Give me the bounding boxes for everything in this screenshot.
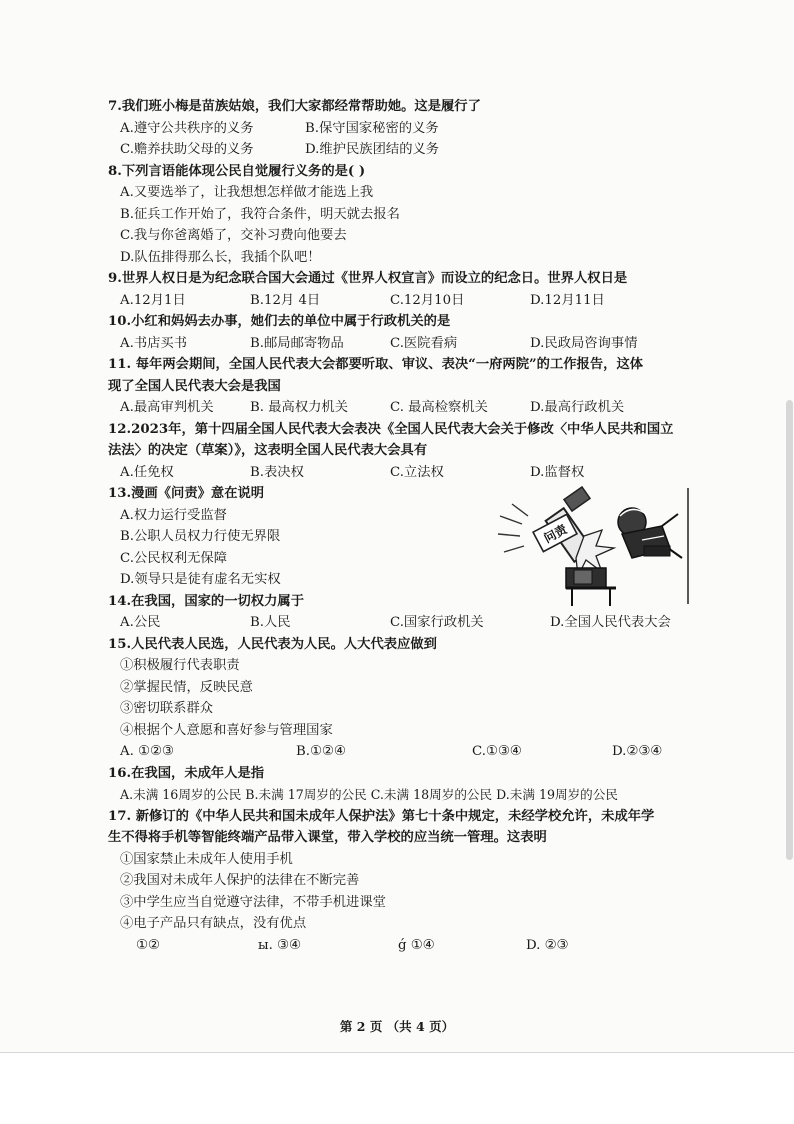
q9-options: [108, 290, 708, 312]
cartoon-sign-text: 问责: [541, 522, 570, 546]
cartoon-illustration: [492, 486, 692, 608]
q8-stem: 8.下列言语能体现公民自觉履行义务的是( ): [108, 163, 366, 179]
scrollbar-thumb[interactable]: [786, 400, 793, 860]
page-divider: [0, 1052, 794, 1053]
page-footer: 第 2 页 （共 4 页）: [339, 1019, 455, 1034]
q12-stem-line2: 法法〉的决定（草案）》，这表明全国人民代表大会具有: [108, 443, 428, 458]
q15-options: [108, 741, 708, 763]
q12-option-a: A.任免权: [120, 464, 174, 480]
q17-stem-line1: 17. 新修订的《中华人民共和国未成年人保护法》第七十条中规定，未经学校允许，未成年学: [108, 808, 655, 824]
q12-option-d: D.监督权: [530, 464, 585, 480]
q12-stem-line1: 12.2023年，第十四届全国人民代表大会表决《全国人民代表大会关于修改〈中华人民共和国立: [108, 421, 674, 437]
q13-cartoon: [492, 486, 692, 608]
q15-option-d: D.②③④: [612, 744, 663, 759]
q10-option-a: A.书店买书: [120, 335, 188, 351]
q14-options: [108, 612, 708, 634]
q8-option-a: A.又要选举了，让我想想怎样做才能选上我: [120, 185, 374, 200]
q14-stem: 14.在我国，国家的一切权力属于: [108, 593, 304, 609]
q16-options: A.未满 16周岁的公民 B.未满 17周岁的公民 C.未满 18周岁的公民 D.未满 19周岁的公民: [120, 787, 618, 802]
q11-option-a: A.最高审判机关: [120, 400, 214, 415]
q17-item-1: ①国家禁止未成年人使用手机: [120, 851, 293, 867]
q7-options-row1: [108, 118, 708, 140]
q11-option-c: C. 最高检察机关: [390, 400, 488, 415]
q14-option-c: C.国家行政机关: [390, 615, 484, 630]
q7-option-c: C.赡养扶助父母的义务: [120, 142, 254, 157]
q11-stem-line1: 11. 每年两会期间，全国人民代表大会都要听取、审议、表决“一府两院”的工作报告，这体: [108, 357, 644, 372]
q11-option-b: B. 最高权力机关: [250, 400, 349, 415]
q15-item-4: ④根据个人意愿和喜好参与管理国家: [120, 722, 333, 738]
q17-option-d: D. ②③: [526, 937, 569, 953]
q7-option-a: A.遵守公共秩序的义务: [120, 120, 254, 136]
q17-stem-line2: 生不得将手机等智能终端产品带入课堂，带入学校的应当统一管理。这表明: [108, 830, 547, 845]
q15-option-b: B.①②④: [296, 744, 346, 759]
q13-option-c: C.公民权利无保障: [120, 550, 228, 566]
q17-item-4: ④电子产品只有缺点，没有优点: [120, 916, 307, 931]
q12-option-c: C.立法权: [390, 464, 444, 480]
q17-option-b: ы. ③④: [258, 937, 301, 953]
q17-option-a: ①②: [136, 937, 160, 953]
q7-stem: 7.我们班小梅是苗族姑娘，我们大家都经常帮助她。这是履行了: [108, 99, 481, 114]
q17-option-c: ǵ ①④: [398, 937, 435, 953]
q17-item-2: ②我国对未成年人保护的法律在不断完善: [120, 873, 360, 888]
q13-option-a: A.权力运行受监督: [120, 507, 227, 523]
q14-option-b: B.人民: [250, 615, 291, 630]
q7-option-d: D.维护民族团结的义务: [305, 142, 440, 157]
q15-stem: 15.人民代表人民选，人民代表为人民。人大代表应做到: [108, 636, 437, 652]
q9-option-a: A.12月1日: [120, 292, 186, 308]
q17-options: [108, 935, 708, 957]
q10-option-b: B.邮局邮寄物品: [250, 335, 344, 351]
q8-option-d: D.队伍排得那么长，我插个队吧！: [120, 249, 321, 265]
q9-option-b: B.12月 4日: [250, 292, 321, 308]
q10-options: [108, 333, 708, 355]
q9-option-d: D.12月11日: [530, 292, 605, 308]
q12-option-b: B.表决权: [250, 464, 304, 480]
q7-option-b: B.保守国家秘密的义务: [305, 120, 439, 136]
q13-option-d: D.领导只是徒有虚名无实权: [120, 572, 281, 587]
q13-option-b: B.公职人员权力行使无界限: [120, 529, 281, 544]
q13-stem: 13.漫画《问责》意在说明: [108, 486, 265, 501]
q11-option-d: D.最高行政机关: [530, 400, 625, 415]
q17-item-3: ③中学生应当自觉遵守法律，不带手机进课堂: [120, 894, 386, 910]
q7-options-row2: [108, 139, 708, 161]
q10-option-d: D.民政局咨询事情: [530, 335, 638, 351]
q14-option-d: D.全国人民代表大会: [550, 615, 671, 630]
q15-option-c: C.①③④: [472, 744, 522, 759]
q8-option-c: C.我与你爸离婚了，交补习费向他要去: [120, 228, 347, 243]
q9-stem: 9.世界人权日是为纪念联合国大会通过《世界人权宣言》而设立的纪念日。世界人权日是: [108, 271, 628, 286]
q8-option-b: B.征兵工作开始了，我符合条件，明天就去报名: [120, 206, 400, 222]
q12-options: [108, 462, 708, 484]
q11-stem-line2: 现了全国人民代表大会是我国: [108, 378, 281, 394]
q15-item-2: ②掌握民情，反映民意: [120, 679, 253, 695]
q14-option-a: A.公民: [120, 615, 161, 630]
q11-options: [108, 397, 708, 419]
q15-item-3: ③密切联系群众: [120, 701, 214, 716]
q15-item-1: ①积极履行代表职责: [120, 658, 240, 673]
q10-stem: 10.小红和妈妈去办事，她们去的单位中属于行政机关的是: [108, 314, 451, 329]
q10-option-c: C.医院看病: [390, 335, 458, 351]
q9-option-c: C.12月10日: [390, 292, 465, 308]
q15-option-a: A. ①②③: [120, 744, 174, 759]
q16-stem: 16.在我国，未成年人是指: [108, 765, 265, 781]
